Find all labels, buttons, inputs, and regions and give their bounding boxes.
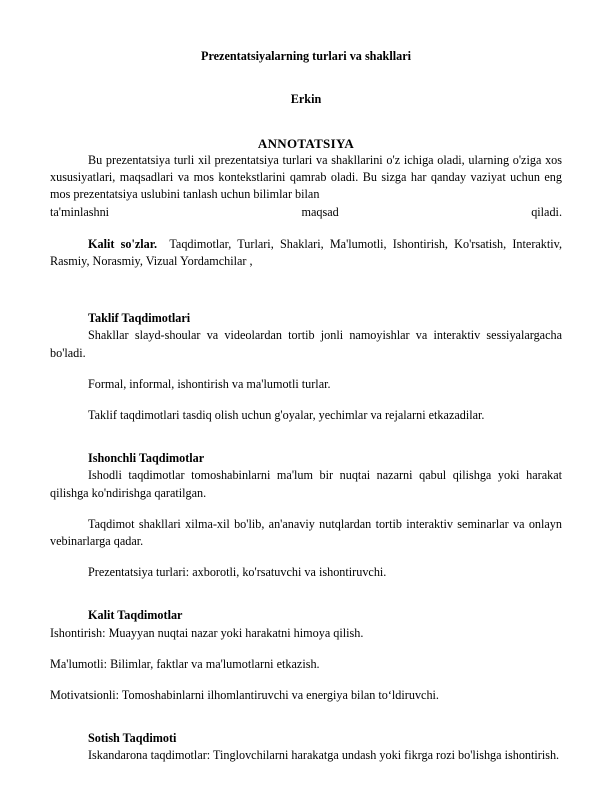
section-heading: Ishonchli Taqdimotlar (88, 451, 205, 466)
page-title: Prezentatsiyalarning turlari va shakllari (201, 49, 411, 63)
section-paragraph: Ishontirish: Muayyan nuqtai nazar yoki harakatni himoya qilish. (50, 625, 364, 640)
section-paragraph: Iskandarona taqdimotlar: Tinglovchilarni harakatga undash yoki fikrga rozi bo'lishga ishontirish. (88, 748, 560, 763)
annotation-last-left: ta'minlashni (50, 204, 110, 219)
annotation-last-line (50, 204, 562, 221)
section-ishonchli-taqdimotlar (50, 450, 562, 581)
keywords-label: Kalit so'zlar. (88, 236, 158, 251)
author-name: Erkin (290, 92, 322, 106)
annotation-heading: ANNOTATSIYA (257, 136, 355, 151)
section-paragraph: Ishodli taqdimotlar tomoshabinlarni ma'lum bir nuqtai nazarni qabul qilishga yoki harakat qilishga ko'ndirishga qaratilgan. (50, 468, 562, 500)
section-paragraph: Motivatsionli: Tomoshabinlarni ilhomlantiruvchi va energiya bilan toʻldiruvchi. (50, 688, 439, 703)
section-paragraph: Formal, informal, ishontirish va ma'lumotli turlar. (88, 376, 331, 391)
section-paragraph: Prezentatsiya turlari: axborotli, ko'rsatuvchi va ishontiruvchi. (88, 565, 387, 580)
section-heading: Kalit Taqdimotlar (88, 608, 183, 623)
annotation-last-center: maqsad (301, 204, 339, 219)
section-kalit-taqdimotlar (50, 607, 562, 704)
section-paragraph: Ma'lumotli: Bilimlar, faktlar va ma'lumotlarni etkazish. (50, 656, 320, 671)
keywords-paragraph (50, 236, 562, 270)
section-paragraph: Taqdimot shakllari xilma-xil bo'lib, an'anaviy nutqlardan tortib interaktiv seminarlar va onlayn vebinarlarga qadar. (50, 516, 562, 549)
section-heading: Taklif Taqdimotlari (88, 311, 191, 326)
section-paragraph: Taklif taqdimotlari tasdiq olish uchun g'oyalar, yechimlar va rejalarni etkazadilar. (88, 408, 485, 423)
keywords-text: Taqdimotlar, Turlari, Shaklari, Ma'lumotli, Ishontirish, Ko'rsatish, Interaktiv, Rasmiy, Norasmiy, Vizual Yordamchilar , (50, 236, 562, 269)
section-paragraph: Shakllar slayd-shoular va videolardan tortib jonli namoyishlar va interaktiv sessiyalargacha bo'ladi. (50, 328, 562, 360)
section-spacer (50, 270, 562, 310)
section-heading: Sotish Taqdimoti (88, 731, 177, 746)
annotation-last-right: qiladi. (531, 204, 562, 219)
annotation-paragraph: Bu prezentatsiya turli xil prezentatsiya turlari va shakllarini o'z ichiga oladi, ularning o'ziga xos xususiyatlari, maqsadlari va mos kontekstlarini qamrab oladi. Bu sizga har qanday vaziyat uchun eng mos prezentatsiya uslubini tanlash uchun bilimlar bilan (50, 153, 562, 202)
section-taklif-taqdimotlari (50, 310, 562, 424)
section-sotish-taqdimoti (50, 730, 562, 764)
